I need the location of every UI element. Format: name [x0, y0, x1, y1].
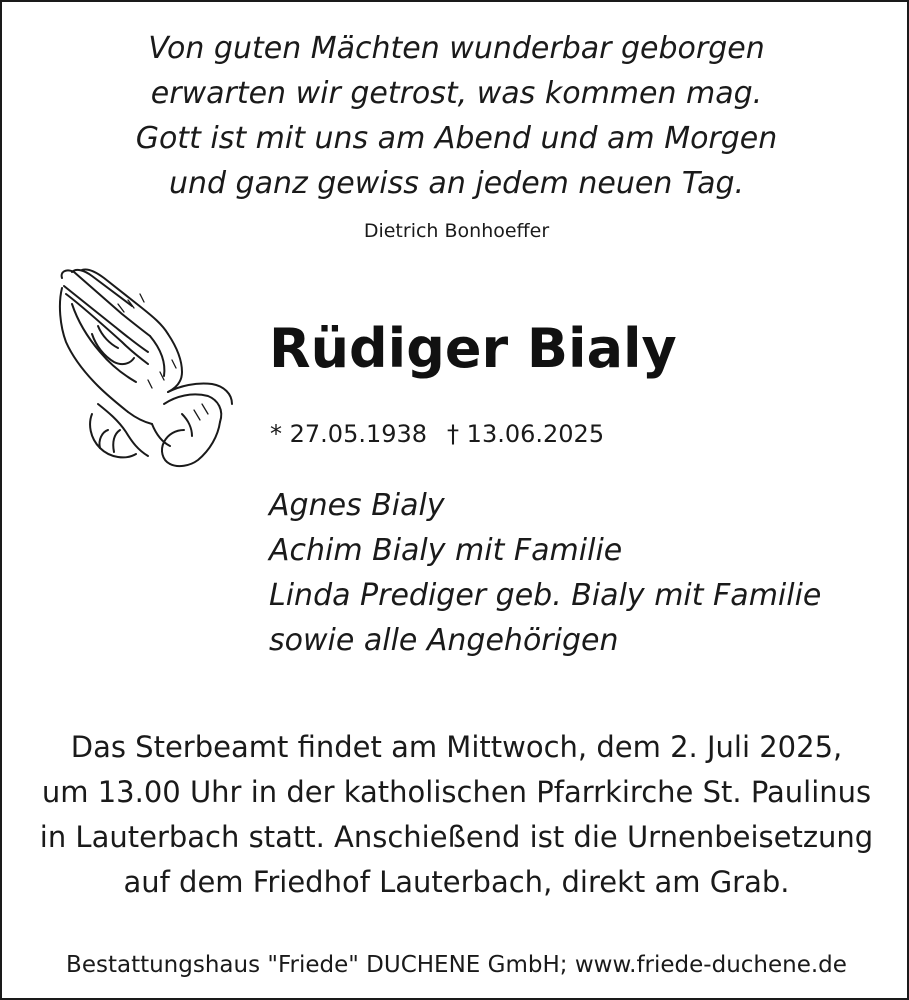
birth-date: * 27.05.1938 [270, 420, 428, 448]
deceased-name: Rüdiger Bialy [269, 317, 677, 380]
mourner: Achim Bialy mit Familie [269, 533, 623, 568]
life-dates [270, 418, 604, 450]
service-line: um 13.00 Uhr in der katholischen Pfarrkirche St. Paulinus [41, 775, 872, 809]
service-line: auf dem Friedhof Lauterbach, direkt am Grab. [123, 865, 790, 899]
service-line: in Lauterbach statt. Anschießend ist die Urnenbeisetzung [39, 820, 874, 854]
death-date: † 13.06.2025 [447, 420, 605, 448]
poem-line: Gott ist mit uns am Abend und am Morgen [135, 121, 778, 156]
funeral-home-footer: Bestattungshaus "Friede" DUCHENE GmbH; www.friede-duchene.de [66, 952, 847, 978]
mourner: Agnes Bialy [269, 488, 445, 523]
service-line: Das Sterbeamt findet am Mittwoch, dem 2. Juli 2025, [70, 730, 843, 764]
mourner: Linda Prediger geb. Bialy mit Familie [269, 578, 822, 613]
poem-author: Dietrich Bonhoeffer [363, 220, 550, 242]
poem [2, 26, 909, 206]
praying-hands-icon [52, 264, 242, 469]
mourner: sowie alle Angehörigen [269, 623, 619, 658]
poem-line: Von guten Mächten wunderbar geborgen [148, 31, 765, 66]
poem-line: erwarten wir getrost, was kommen mag. [150, 76, 763, 111]
poem-line: und ganz gewiss an jedem neuen Tag. [168, 166, 745, 201]
service-announcement [2, 725, 909, 905]
mourners-list [269, 483, 821, 663]
